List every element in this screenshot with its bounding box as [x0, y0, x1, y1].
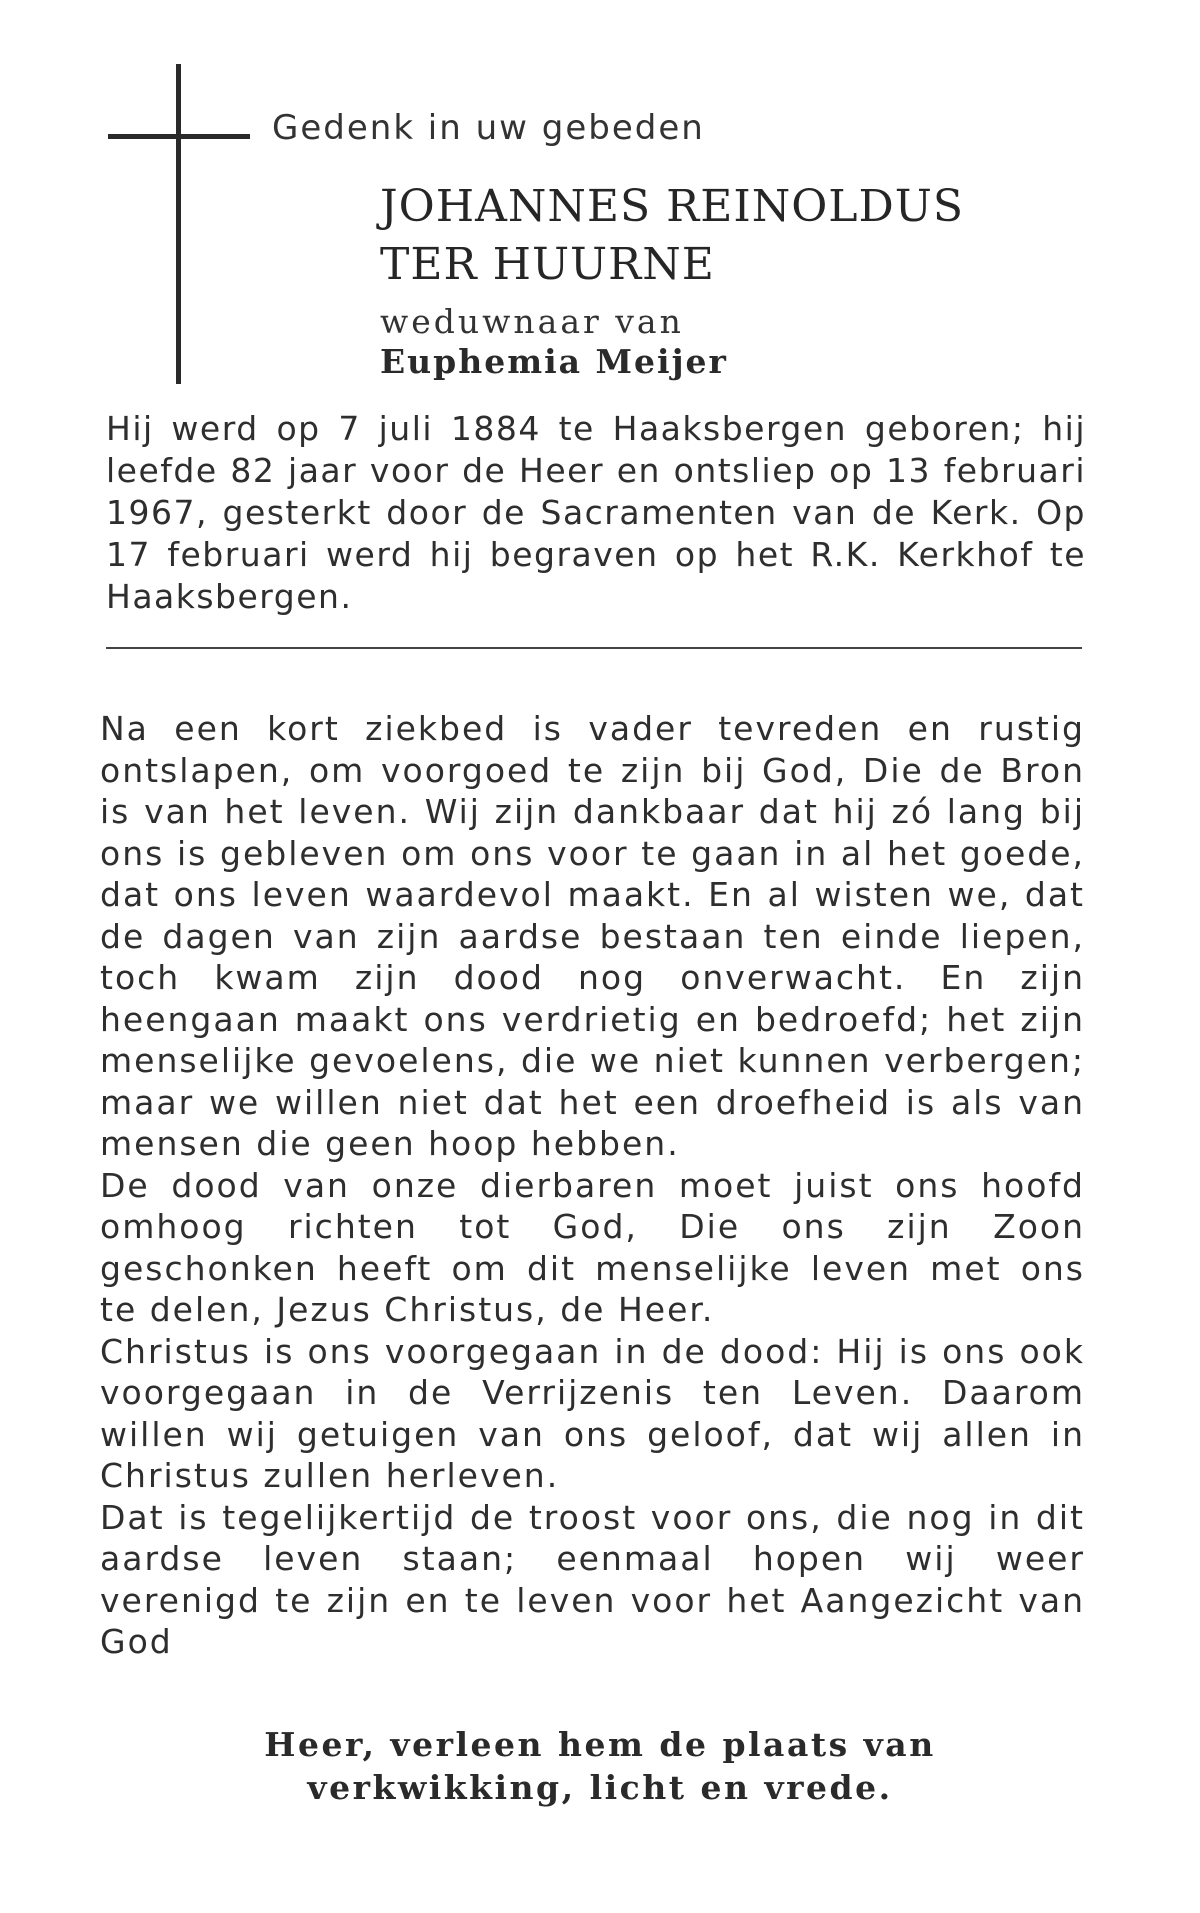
deceased-name	[380, 178, 964, 294]
closing-prayer-line2: verkwikking, licht en vrede.	[307, 1768, 893, 1807]
reflection-text	[100, 708, 1085, 1663]
reflection-paragraph: Dat is tegelijkertijd de troost voor ons, die nog in dit aardse leven staan; eenmaal hopen wij weer verenigd te zijn en te leven voor het Aangezicht van God	[100, 1497, 1085, 1661]
prayer-intro: Gedenk in uw gebeden	[272, 108, 705, 148]
relation-label: weduwnaar van	[380, 302, 684, 341]
biography-text: Hij werd op 7 juli 1884 te Haaksbergen geboren; hij leefde 82 jaar voor de Heer en ontsliep op 13 februari 1967, gesterkt door de Sacramenten van de Kerk. Op 17 februari werd hij begraven op het R.K. Kerkhof te Haaksbergen.	[106, 409, 1086, 616]
deceased-name-line2: TER HUURNE	[380, 239, 715, 290]
reflection-paragraph: Na een kort ziekbed is vader tevreden en rustig ontslapen, om voorgoed te zijn bij God, Die de Bron is van het leven. Wij zijn dankbaar dat hij zó lang bij ons is gebleven om ons voor te gaan in al het goede, dat ons leven waardevol maakt. En al wisten we, dat de dagen van zijn aardse bestaan ten einde liepen, toch kwam zijn dood nog onverwacht. En zijn heengaan maakt ons verdrietig en bedroefd; het zijn menselijke gevoelens, die we niet kunnen verbergen; maar we willen niet dat het een droefheid is als van mensen die geen hoop hebben.	[100, 709, 1085, 1163]
closing-prayer	[160, 1723, 1040, 1809]
cross-icon	[176, 64, 181, 384]
cross-icon-bar	[108, 134, 250, 139]
deceased-name-line1: JOHANNES REINOLDUS	[380, 181, 965, 232]
divider	[106, 647, 1082, 649]
reflection-paragraph: De dood van onze dierbaren moet juist ons hoofd omhoog richten tot God, Die ons zijn Zoon geschonken heeft om dit menselijke leven met ons te delen, Jezus Christus, de Heer.	[100, 1165, 1085, 1329]
closing-prayer-line1: Heer, verleen hem de plaats van	[264, 1725, 936, 1764]
spouse-name: Euphemia Meijer	[380, 342, 728, 381]
reflection-paragraph: Christus is ons voorgegaan in de dood: Hij is ons ook voorgegaan in de Verrijzenis ten Leven. Daarom willen wij getuigen van ons geloof, dat wij allen in Christus zullen herleven.	[100, 1331, 1085, 1495]
